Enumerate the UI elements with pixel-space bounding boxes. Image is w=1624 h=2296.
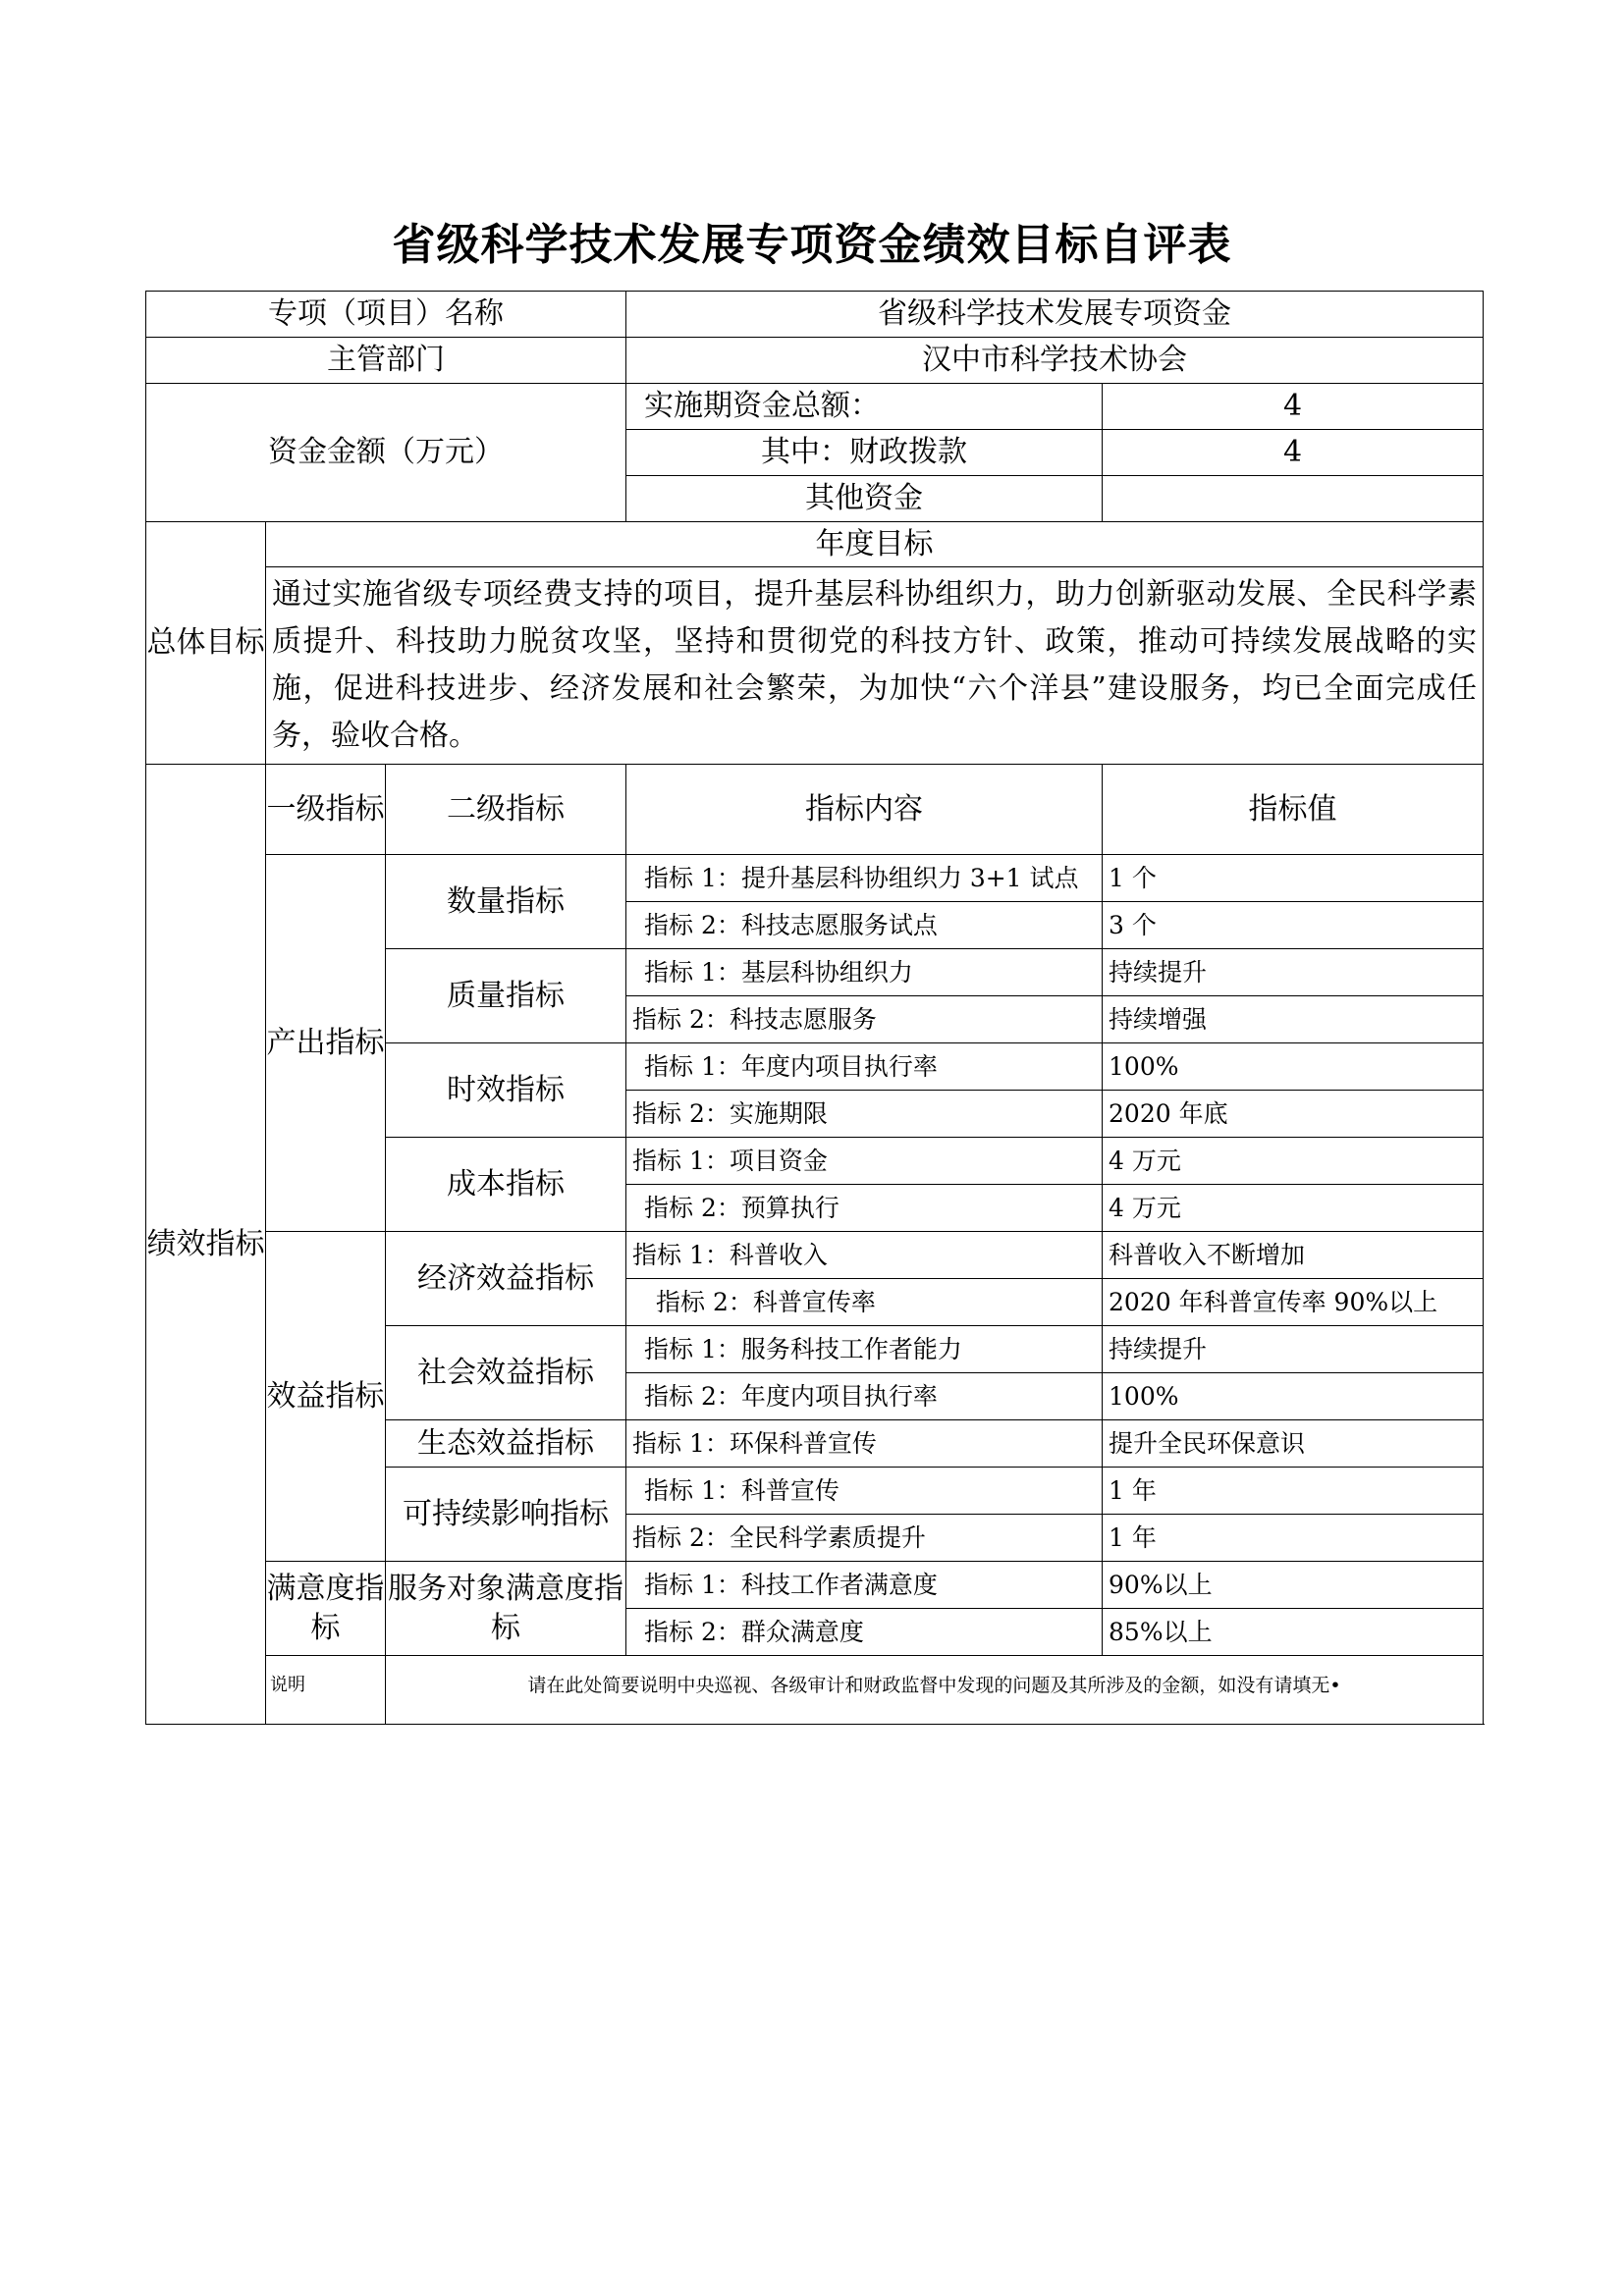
funds-other-label: 其他资金 (626, 476, 1103, 522)
satisfaction-label: 满意度指标 (266, 1562, 386, 1656)
indicator-value: 4 万元 (1103, 1138, 1484, 1185)
indicator-content: 指标 1：项目资金 (626, 1138, 1103, 1185)
header-content: 指标内容 (626, 765, 1103, 855)
page-title: 省级科学技术发展专项资金绩效目标自评表 (392, 220, 1232, 270)
indicator-value: 1 个 (1103, 855, 1484, 902)
goal-header: 年度目标 (266, 522, 1484, 567)
row-project-name (146, 292, 1484, 338)
indicator-value: 持续增强 (1103, 996, 1484, 1043)
output-label: 产出指标 (266, 855, 386, 1232)
indicator-value: 100% (1103, 1043, 1484, 1091)
indicator-content: 指标 1：年度内项目执行率 (626, 1043, 1103, 1091)
quantity-label: 数量指标 (386, 855, 626, 949)
table-row (146, 855, 1484, 902)
table-row (146, 1562, 1484, 1609)
goal-label: 总体目标 (146, 522, 266, 765)
indicator-value: 4 万元 (1103, 1185, 1484, 1232)
indicator-content: 指标 1：基层科协组织力 (626, 949, 1103, 996)
indicator-content: 指标 2：实施期限 (626, 1091, 1103, 1138)
goal-text: 通过实施省级专项经费支持的项目，提升基层科协组织力，助力创新驱动发展、全民科学素质提升、科技助力脱贫攻坚，坚持和贯彻党的科技方针、政策，推动可持续发展战略的实施，促进科技进步、经济发展和社会繁荣，为加快“六个洋县”建设服务，均已全面完成任务，验收合格。 (266, 567, 1484, 765)
indicator-content: 指标 2：群众满意度 (626, 1609, 1103, 1656)
project-name-label: 专项（项目）名称 (146, 292, 626, 338)
funds-label: 资金金额（万元） (146, 384, 626, 522)
table-row (146, 1232, 1484, 1279)
indicator-content: 指标 2：科技志愿服务 (626, 996, 1103, 1043)
funds-fiscal-value: 4 (1103, 430, 1484, 476)
note-text: 请在此处简要说明中央巡视、各级审计和财政监督中发现的问题及其所涉及的金额，如没有请填无• (386, 1656, 1484, 1725)
social-label: 社会效益指标 (386, 1326, 626, 1420)
indicator-content: 指标 2：科技志愿服务试点 (626, 902, 1103, 949)
indicator-content: 指标 2：全民科学素质提升 (626, 1515, 1103, 1562)
economic-label: 经济效益指标 (386, 1232, 626, 1326)
indicator-content: 指标 1：科技工作者满意度 (626, 1562, 1103, 1609)
sustainable-label: 可持续影响指标 (386, 1468, 626, 1562)
indicator-content: 指标 2：预算执行 (626, 1185, 1103, 1232)
row-funds-total (146, 384, 1484, 430)
cost-label: 成本指标 (386, 1138, 626, 1232)
indicator-content: 指标 2：科普宣传率 (626, 1279, 1103, 1326)
funds-other-value (1103, 476, 1484, 522)
row-goal-text (146, 567, 1484, 765)
indicator-value: 科普收入不断增加 (1103, 1232, 1484, 1279)
service-satisfaction-label: 服务对象满意度指标 (386, 1562, 626, 1656)
quality-label: 质量指标 (386, 949, 626, 1043)
indicator-value: 2020 年底 (1103, 1091, 1484, 1138)
indicator-content: 指标 1：科普宣传 (626, 1468, 1103, 1515)
indicator-value: 85%以上 (1103, 1609, 1484, 1656)
indicator-value: 90%以上 (1103, 1562, 1484, 1609)
note-label: 说明 (266, 1656, 386, 1725)
project-name-value: 省级科学技术发展专项资金 (626, 292, 1484, 338)
row-department (146, 338, 1484, 384)
indicator-content: 指标 1：环保科普宣传 (626, 1420, 1103, 1468)
indicator-content: 指标 2：年度内项目执行率 (626, 1373, 1103, 1420)
indicator-value: 2020 年科普宣传率 90%以上 (1103, 1279, 1484, 1326)
funds-total-value: 4 (1103, 384, 1484, 430)
timeliness-label: 时效指标 (386, 1043, 626, 1138)
department-value: 汉中市科学技术协会 (626, 338, 1484, 384)
perf-label: 绩效指标 (146, 765, 266, 1725)
indicator-value: 提升全民环保意识 (1103, 1420, 1484, 1468)
indicator-content: 指标 1：提升基层科协组织力 3+1 试点 (626, 855, 1103, 902)
indicator-value: 1 年 (1103, 1468, 1484, 1515)
evaluation-table (145, 291, 1484, 1725)
row-note (146, 1656, 1484, 1725)
indicator-value: 3 个 (1103, 902, 1484, 949)
row-perf-header (146, 765, 1484, 855)
ecological-label: 生态效益指标 (386, 1420, 626, 1468)
funds-total-label: 实施期资金总额： (626, 384, 1103, 430)
funds-fiscal-label: 其中：财政拨款 (626, 430, 1103, 476)
header-value: 指标值 (1103, 765, 1484, 855)
department-label: 主管部门 (146, 338, 626, 384)
header-level2: 二级指标 (386, 765, 626, 855)
indicator-value: 持续提升 (1103, 949, 1484, 996)
indicator-value: 1 年 (1103, 1515, 1484, 1562)
indicator-value: 持续提升 (1103, 1326, 1484, 1373)
indicator-content: 指标 1：科普收入 (626, 1232, 1103, 1279)
indicator-content: 指标 1：服务科技工作者能力 (626, 1326, 1103, 1373)
header-level1: 一级指标 (266, 765, 386, 855)
indicator-value: 100% (1103, 1373, 1484, 1420)
benefit-label: 效益指标 (266, 1232, 386, 1562)
row-goal-header (146, 522, 1484, 567)
